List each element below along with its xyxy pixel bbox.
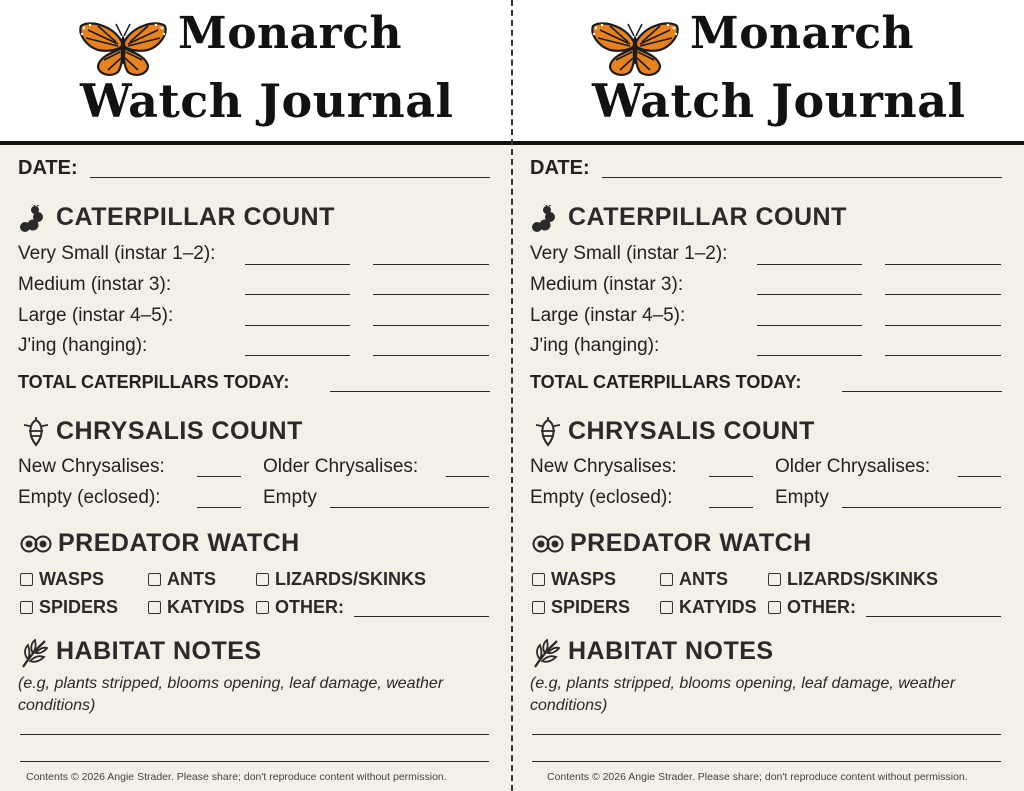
count-field[interactable] <box>330 507 489 508</box>
empty-label: Empty <box>775 487 829 508</box>
other-predator-field[interactable] <box>354 616 489 617</box>
option-label: KATYIDS <box>167 597 245 617</box>
title-line-2: Watch Journal <box>592 74 966 128</box>
caterpillar-row-label: J'ing (hanging): <box>530 335 660 356</box>
count-field[interactable] <box>757 355 862 356</box>
predator-option-wasps[interactable] <box>20 569 104 590</box>
leaf-icon <box>532 639 560 669</box>
older-chrysalises-label: Older Chrysalises: <box>775 456 931 477</box>
eyes-icon <box>532 533 564 555</box>
predator-option-other[interactable] <box>768 597 856 618</box>
predator-option-ants[interactable] <box>148 569 216 590</box>
predator-option-spiders[interactable] <box>20 597 118 618</box>
total-caterpillars-label: TOTAL CATERPILLARS TODAY: <box>18 372 290 392</box>
option-label: ANTS <box>679 569 728 589</box>
chrysalis-heading: CHRYSALIS COUNT <box>568 417 815 445</box>
caterpillar-row-label: Large (instar 4–5): <box>530 305 686 326</box>
empty-label: Empty <box>263 487 317 508</box>
count-field[interactable] <box>842 507 1001 508</box>
caterpillar-row-label: J'ing (hanging): <box>18 335 148 356</box>
option-label: OTHER: <box>275 597 344 617</box>
card-header <box>512 0 1024 144</box>
count-field[interactable] <box>373 264 489 265</box>
option-label: WASPS <box>551 569 617 589</box>
option-label: OTHER: <box>787 597 856 617</box>
new-chrysalises-label: New Chrysalises: <box>530 456 677 477</box>
date-label: DATE: <box>530 157 590 179</box>
checkbox-icon[interactable] <box>256 601 269 614</box>
checkbox-icon[interactable] <box>768 601 781 614</box>
predator-option-lizards[interactable] <box>768 569 938 590</box>
butterfly-icon <box>78 20 168 80</box>
count-field[interactable] <box>197 476 241 477</box>
title-line-1: Monarch <box>690 8 915 59</box>
empty-eclosed-label: Empty (eclosed): <box>18 487 161 508</box>
count-field[interactable] <box>373 355 489 356</box>
caterpillar-row-label: Large (instar 4–5): <box>18 305 174 326</box>
copyright-footer: Contents © 2026 Angie Strader. Please share; don't reproduce content without permission. <box>26 771 447 783</box>
empty-eclosed-label: Empty (eclosed): <box>530 487 673 508</box>
count-field[interactable] <box>446 476 489 477</box>
notes-line[interactable] <box>532 761 1001 762</box>
journal-card-right <box>512 0 1024 791</box>
total-caterpillars-label: TOTAL CATERPILLARS TODAY: <box>530 372 802 392</box>
predator-option-ants[interactable] <box>660 569 728 590</box>
checkbox-icon[interactable] <box>148 601 161 614</box>
checkbox-icon[interactable] <box>532 573 545 586</box>
caterpillar-row-label: Medium (instar 3): <box>530 274 684 295</box>
habitat-hint: (e.g, plants stripped, blooms opening, leaf damage, weather conditions) <box>530 675 956 714</box>
notes-line[interactable] <box>532 734 1001 735</box>
option-label: SPIDERS <box>39 597 119 617</box>
predator-option-wasps[interactable] <box>532 569 616 590</box>
caterpillar-icon <box>18 205 48 233</box>
date-label: DATE: <box>18 157 78 179</box>
leaf-icon <box>20 639 48 669</box>
checkbox-icon[interactable] <box>20 601 33 614</box>
count-field[interactable] <box>709 476 753 477</box>
count-field[interactable] <box>885 325 1001 326</box>
count-field[interactable] <box>197 507 241 508</box>
caterpillar-row-label: Very Small (instar 1–2): <box>18 243 216 264</box>
other-predator-field[interactable] <box>866 616 1001 617</box>
caterpillar-row-label: Very Small (instar 1–2): <box>530 243 728 264</box>
caterpillar-heading: CATERPILLAR COUNT <box>568 203 847 231</box>
checkbox-icon[interactable] <box>660 601 673 614</box>
count-field[interactable] <box>245 325 350 326</box>
count-field[interactable] <box>373 294 489 295</box>
count-field[interactable] <box>958 476 1001 477</box>
predator-option-katyids[interactable] <box>148 597 245 618</box>
count-field[interactable] <box>885 294 1001 295</box>
habitat-hint: (e.g, plants stripped, blooms opening, leaf damage, weather conditions) <box>18 675 444 714</box>
count-field[interactable] <box>245 264 350 265</box>
card-header <box>0 0 512 144</box>
cut-line <box>511 0 513 791</box>
count-field[interactable] <box>757 294 862 295</box>
option-label: LIZARDS/SKINKS <box>787 569 939 589</box>
option-label: ANTS <box>167 569 216 589</box>
habitat-heading: HABITAT NOTES <box>568 637 774 665</box>
count-field[interactable] <box>245 294 350 295</box>
checkbox-icon[interactable] <box>532 601 545 614</box>
caterpillar-heading: CATERPILLAR COUNT <box>56 203 335 231</box>
checkbox-icon[interactable] <box>660 573 673 586</box>
date-field[interactable] <box>90 177 490 178</box>
count-field[interactable] <box>245 355 350 356</box>
predator-heading: PREDATOR WATCH <box>570 529 812 557</box>
date-field[interactable] <box>602 177 1002 178</box>
count-field[interactable] <box>373 325 489 326</box>
chrysalis-heading: CHRYSALIS COUNT <box>56 417 303 445</box>
predator-option-lizards[interactable] <box>256 569 426 590</box>
option-label: SPIDERS <box>551 597 631 617</box>
title-line-1: Monarch <box>178 8 403 59</box>
total-field[interactable] <box>842 391 1002 392</box>
notes-line[interactable] <box>20 734 489 735</box>
checkbox-icon[interactable] <box>768 573 781 586</box>
butterfly-icon <box>590 20 680 80</box>
count-field[interactable] <box>885 355 1001 356</box>
card-body <box>0 145 512 791</box>
option-label: WASPS <box>39 569 105 589</box>
older-chrysalises-label: Older Chrysalises: <box>263 456 419 477</box>
count-field[interactable] <box>709 507 753 508</box>
count-field[interactable] <box>757 264 862 265</box>
title-line-2: Watch Journal <box>80 74 454 128</box>
predator-option-katyids[interactable] <box>660 597 757 618</box>
checkbox-icon[interactable] <box>20 573 33 586</box>
habitat-heading: HABITAT NOTES <box>56 637 262 665</box>
predator-heading: PREDATOR WATCH <box>58 529 300 557</box>
caterpillar-icon <box>530 205 560 233</box>
predator-option-spiders[interactable] <box>532 597 630 618</box>
option-label: KATYIDS <box>679 597 757 617</box>
predator-option-other[interactable] <box>256 597 344 618</box>
checkbox-icon[interactable] <box>256 573 269 586</box>
checkbox-icon[interactable] <box>148 573 161 586</box>
chrysalis-icon <box>22 417 50 447</box>
card-body <box>512 145 1024 791</box>
notes-line[interactable] <box>20 761 489 762</box>
option-label: LIZARDS/SKINKS <box>275 569 427 589</box>
eyes-icon <box>20 533 52 555</box>
new-chrysalises-label: New Chrysalises: <box>18 456 165 477</box>
total-field[interactable] <box>330 391 490 392</box>
count-field[interactable] <box>757 325 862 326</box>
count-field[interactable] <box>885 264 1001 265</box>
caterpillar-row-label: Medium (instar 3): <box>18 274 172 295</box>
chrysalis-icon <box>534 417 562 447</box>
copyright-footer: Contents © 2026 Angie Strader. Please share; don't reproduce content without permission. <box>547 771 968 783</box>
